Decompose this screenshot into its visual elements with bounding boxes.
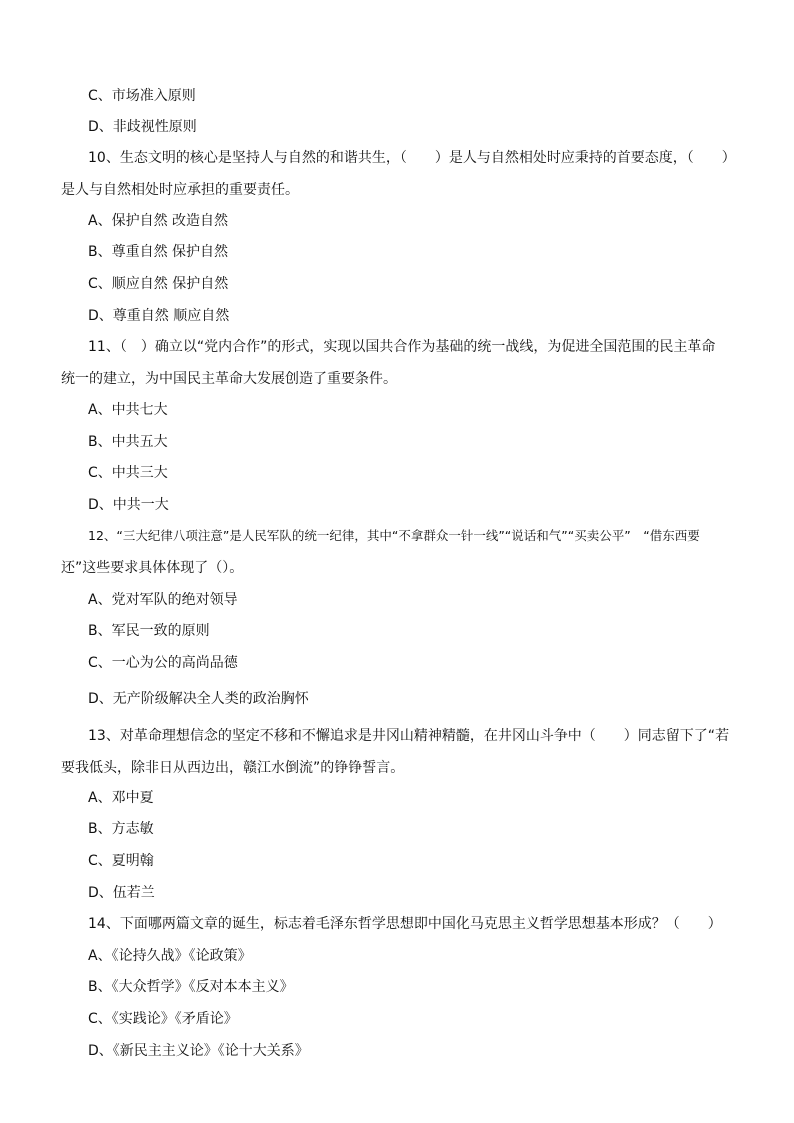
option-c-q14: C、《实践论》《矛盾论》 [88,1011,238,1027]
option-c-q10: C、顺应自然 保护自然 [88,276,229,292]
question-14-text: 14、下面哪两篇文章的诞生，标志着毛泽东哲学思想即中国化马克思主义哲学思想基本形成？（ ） [88,916,722,932]
option-b-q12: B、军民一致的原则 [88,623,210,639]
question-11-text: 11、（ ）确立以“党内合作”的形式，实现以国共合作为基础的统一战线，为促进全国范围的民主革命 [88,339,716,355]
question-11-text-cont: 统一的建立，为中国民主革命大发展创造了重要条件。 [61,371,397,387]
option-d-q10: D、尊重自然 顺应自然 [88,308,230,324]
question-12-text: 12、“三大纪律八项注意”是人民军队的统一纪律，其中“不拿群众一针一线”“说话和气”“买卖公平” “借东西要 [88,528,700,543]
option-c-q11: C、中共三大 [88,465,168,481]
option-c-q13: C、夏明翰 [88,853,154,869]
option-d-q12: D、无产阶级解决全人类的政治胸怀 [88,691,309,707]
question-13-text-cont: 要我低头，除非日从西边出，赣江水倒流”的铮铮誓言。 [61,760,405,776]
option-a-q13: A、邓中夏 [88,790,154,806]
option-a-q14: A、《论持久战》《论政策》 [88,948,252,964]
question-10-text-cont: 是人与自然相处时应承担的重要责任。 [61,182,299,198]
option-c-q9: C、市场准入原则 [88,88,196,104]
option-d-q14: D、《新民主主义论》《论十大关系》 [88,1043,309,1059]
option-a-q12: A、党对军队的绝对领导 [88,592,238,608]
option-d-q9: D、非歧视性原则 [88,119,197,135]
option-d-q13: D、伍若兰 [88,885,155,901]
option-b-q13: B、方志敏 [88,821,154,837]
question-13-text: 13、对革命理想信念的坚定不移和不懈追求是井冈山精神精髓，在井冈山斗争中（ ）同志留下了“若 [88,728,730,744]
question-10-text: 10、生态文明的核心是坚持人与自然的和谐共生，（ ）是人与自然相处时应秉持的首要态度，（ ） [88,150,736,166]
option-c-q12: C、一心为公的高尚品德 [88,655,238,671]
question-12-text-cont: 还”这些要求具体体现了（）。 [61,560,244,576]
option-b-q10: B、尊重自然 保护自然 [88,244,229,260]
option-b-q11: B、中共五大 [88,434,168,450]
option-a-q10: A、保护自然 改造自然 [88,213,229,229]
option-d-q11: D、中共一大 [88,497,169,513]
option-a-q11: A、中共七大 [88,402,168,418]
option-b-q14: B、《大众哲学》《反对本本主义》 [88,979,294,995]
